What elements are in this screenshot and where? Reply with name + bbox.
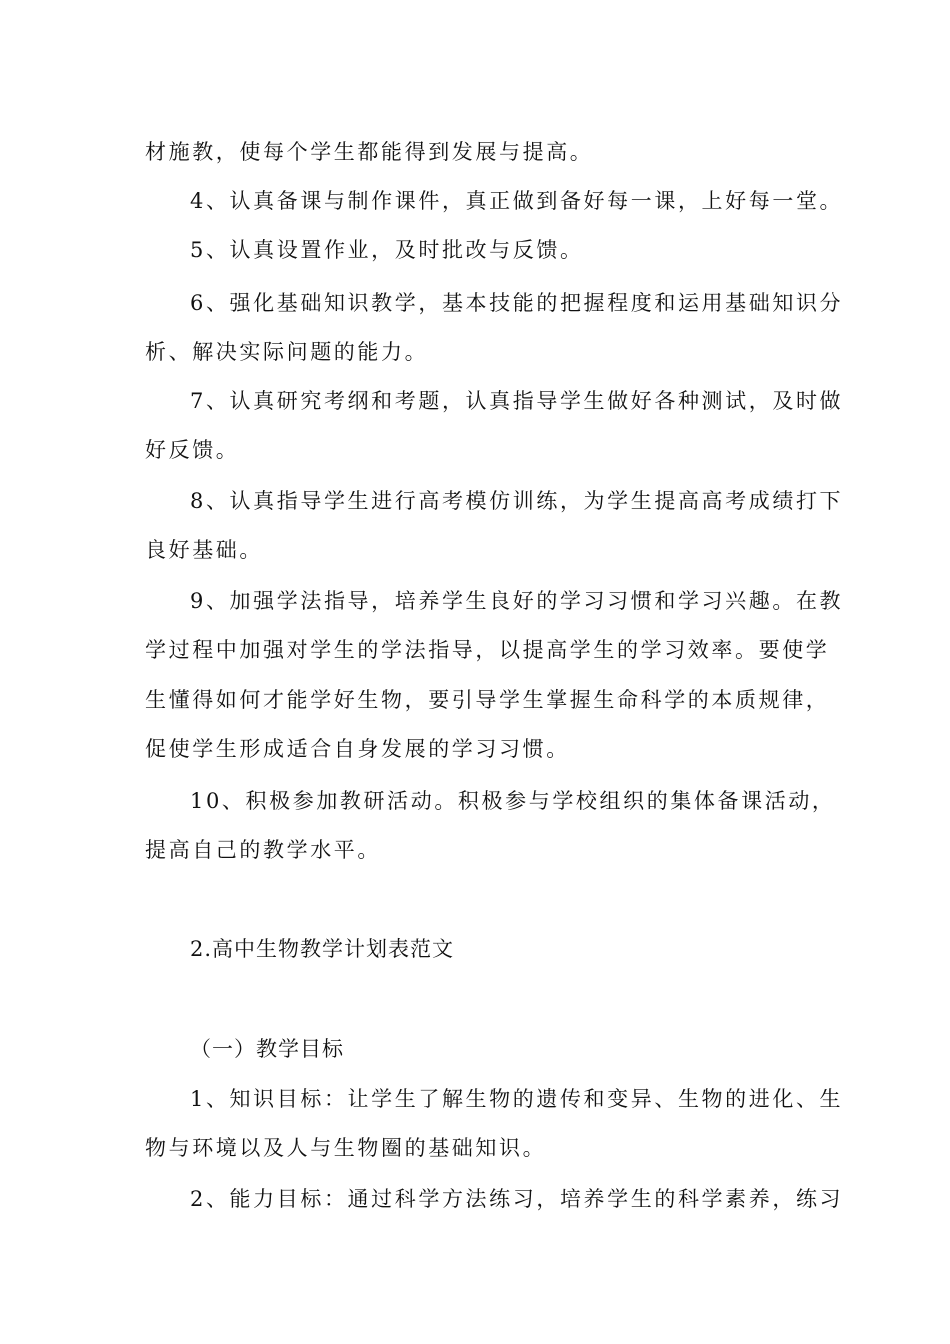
text-line: 良好基础。 xyxy=(145,538,263,562)
subsection-heading: （一）教学目标 xyxy=(190,1037,344,1061)
section-heading: 2.高中生物教学计划表范文 xyxy=(190,937,455,961)
list-item-2: 2、能力目标：通过科学方法练习，培养学生的科学素养，练习 xyxy=(190,1187,844,1211)
list-item-7: 7、认真研究考纲和考题，认真指导学生做好各种测试，及时做 xyxy=(190,389,844,413)
list-item-9: 9、加强学法指导，培养学生良好的学习习惯和学习兴趣。在教 xyxy=(190,589,844,613)
text-line: 提高自己的教学水平。 xyxy=(145,838,381,862)
list-item-6: 6、强化基础知识教学，基本技能的把握程度和运用基础知识分 xyxy=(190,291,844,315)
list-item-1: 1、知识目标：让学生了解生物的遗传和变异、生物的进化、生 xyxy=(190,1087,844,1111)
text-line: 好反馈。 xyxy=(145,438,240,462)
text-line: 材施教，使每个学生都能得到发展与提高。 xyxy=(145,140,594,164)
text-line: 学过程中加强对学生的学法指导，以提高学生的学习效率。要使学 xyxy=(145,638,830,662)
list-item-8: 8、认真指导学生进行高考模仿训练，为学生提高高考成绩打下 xyxy=(190,489,844,513)
text-line: 促使学生形成适合自身发展的学习习惯。 xyxy=(145,737,570,761)
list-item-4: 4、认真备课与制作课件，真正做到备好每一课，上好每一堂。 xyxy=(190,189,844,213)
text-line: 析、解决实际问题的能力。 xyxy=(145,340,429,364)
list-item-5: 5、认真设置作业，及时批改与反馈。 xyxy=(190,238,584,262)
text-line: 生懂得如何才能学好生物，要引导学生掌握生命科学的本质规律， xyxy=(145,688,830,712)
list-item-10: 10、积极参加教研活动。积极参与学校组织的集体备课活动， xyxy=(190,789,836,813)
text-line: 物与环境以及人与生物圈的基础知识。 xyxy=(145,1136,547,1160)
